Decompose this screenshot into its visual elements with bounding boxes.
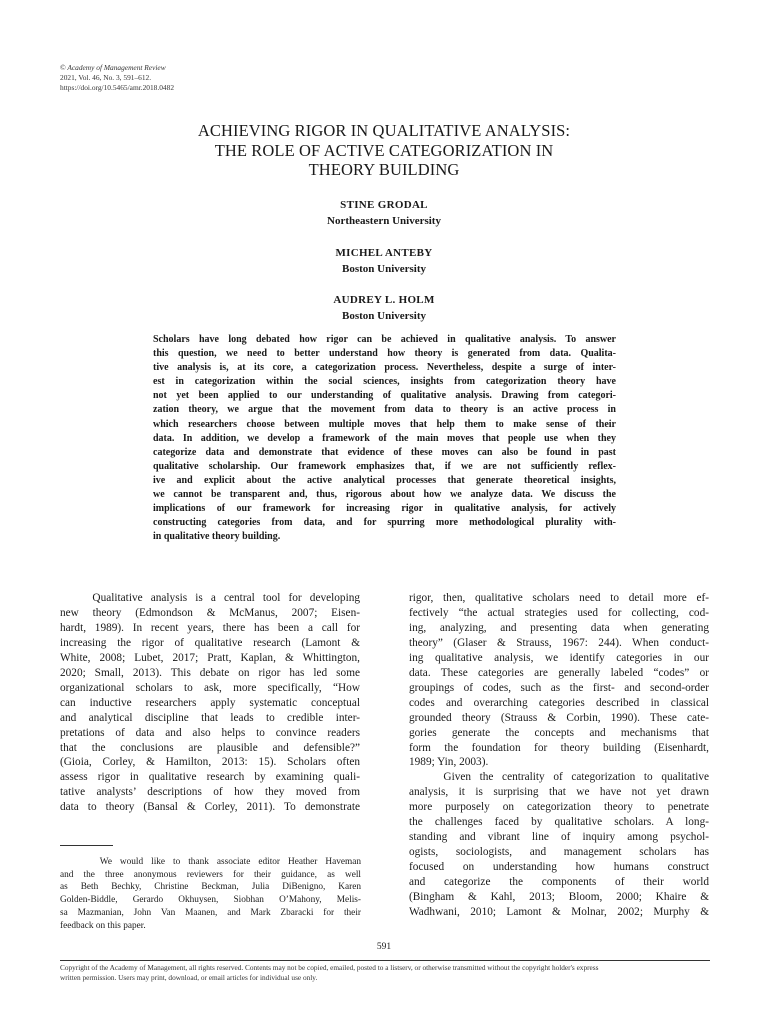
- abstract-line: implications of our framework for increasing rigor in qualitative analysis, for actively: [153, 503, 616, 515]
- body-line: ogists, sociologists, and management scholars has: [409, 846, 709, 859]
- abstract-line: zation theory, we argue that the movement from data to theory is an active process in: [153, 404, 616, 416]
- footnote-line: sa Mazmanian, John Van Maanen, and Mark Zbaracki for their: [60, 907, 361, 918]
- abstract-line: qualitative scholarship. Our framework emphasizes that, if we are not sufficiently reflex-: [153, 460, 616, 472]
- copyright-line: written permission. Users may print, download, or email articles for individual use only.: [60, 973, 318, 982]
- abstract-line: we cannot be transparent and, thus, rigorous about how we analyze data. We discuss the: [153, 489, 616, 501]
- body-line: Qualitative analysis is a central tool for developing: [60, 592, 360, 604]
- abstract-line: not yet been applied to our understanding of qualitative analysis. Drawing from categori-: [153, 390, 616, 402]
- body-line: White, 2008; Lubet, 2017; Pratt, Kaplan, & Whittington,: [60, 651, 360, 664]
- footnote-line: Golden-Biddle, Gerardo Okhuysen, Siobhan O’Mahony, Melis-: [60, 895, 361, 906]
- body-line: that the conclusions are plausible and defensible?”: [60, 741, 360, 754]
- body-line: can inductive researchers apply systematic conceptual: [60, 696, 360, 709]
- abstract-line: data. In addition, we develop a framework of the main moves that people use when they: [153, 432, 616, 444]
- journal-header: [60, 63, 360, 93]
- author-affiliation: Northeastern University: [327, 215, 441, 227]
- copyright-line: Copyright of the Academy of Management, all rights reserved. Contents may not be copied, emailed, posted to a listserv, or otherwise transmitted without the copyright holder's express: [60, 963, 599, 972]
- author-name: STINE GRODAL: [340, 199, 428, 211]
- body-line: more purposely on categorization theory to penetrate: [409, 801, 709, 814]
- body-line: analysis, it is surprising that we have not yet drawn: [409, 786, 709, 799]
- body-line: (Bingham & Kahl, 2013; Bloom, 2000; Khaire &: [409, 891, 709, 904]
- footnote-line: We would like to thank associate editor Heather Haveman: [60, 857, 361, 867]
- abstract-line: this question, we need to better understand how theory is generated from data. Qualita-: [153, 348, 616, 360]
- body-line: and categorize the components of their world: [409, 876, 709, 889]
- body-line: 1989; Yin, 2003).: [409, 756, 489, 769]
- body-line: gories generate the concepts and mechanisms that: [409, 726, 709, 739]
- author-affiliation: Boston University: [341, 310, 427, 322]
- page-number: 591: [376, 942, 392, 952]
- body-line: (Gioia, Corley, & Hamilton, 2013: 15). Scholars often: [60, 756, 360, 769]
- abstract-line: tive analysis is, at its core, a categorization process. Nevertheless, despite a surge of inter-: [153, 362, 616, 374]
- body-line: Given the centrality of categorization to qualitative: [409, 771, 709, 784]
- body-line: increasing the rigor of qualitative research (Lamont &: [60, 636, 360, 649]
- footnote: [60, 856, 361, 932]
- author-name: MICHEL ANTEBY: [335, 247, 433, 259]
- author-block: [234, 292, 534, 324]
- title-line: THEORY BUILDING: [308, 160, 460, 179]
- title-line: THE ROLE OF ACTIVE CATEGORIZATION IN: [214, 140, 554, 160]
- body-line: and analytical discipline that leads to credible inter-: [60, 711, 360, 724]
- body-line: grounded theory (Strauss & Corbin, 1990). These cate-: [409, 711, 709, 724]
- footnote-line: and the three anonymous reviewers for their guidance, as well: [60, 869, 361, 880]
- abstract: [153, 333, 616, 544]
- body-line: pretations of data and also helps to convince readers: [60, 726, 360, 739]
- footnote-line: as Beth Bechky, Christine Beckman, Julia DiBenigno, Karen: [60, 882, 361, 893]
- body-line: standing and vibrant line of inquiry among psychol-: [409, 831, 709, 844]
- body-line: fectively “the actual strategies used for collecting, cod-: [409, 606, 709, 619]
- abstract-line: categorize data and demonstrate that evidence of these moves can also be found in past: [153, 446, 616, 458]
- abstract-line: which researchers choose between multiple moves that help them to make sense of their: [153, 418, 616, 430]
- body-line: codes and overarching categories described in classical: [409, 696, 709, 709]
- body-line: focused on understanding how humans construct: [409, 861, 709, 874]
- body-line: new theory (Edmondson & McManus, 2007; Eisen-: [60, 606, 360, 619]
- body-line: assess rigor in qualitative research by examining quali-: [60, 771, 360, 784]
- body-column-right: [409, 591, 709, 920]
- footnote-line: feedback on this paper.: [60, 920, 146, 931]
- body-line: 2020; Small, 2013). This debate on rigor has led some: [60, 666, 360, 679]
- body-line: Wadhwani, 2010; Lamont & Molnar, 2002; Murphy &: [409, 906, 709, 919]
- article-title: [90, 121, 678, 180]
- body-line: tative analysts’ descriptions of how they moved from: [60, 786, 360, 799]
- body-line: organizational scholars to ask, more specifically, “How: [60, 681, 360, 694]
- abstract-line: ive and explicit about the active analytical processes that generate theoretical insights,: [153, 474, 616, 486]
- body-line: ing, analyzing, and presenting data when generating: [409, 621, 709, 634]
- author-name: AUDREY L. HOLM: [333, 294, 435, 306]
- abstract-line: Scholars have long debated how rigor can be achieved in qualitative analysis. To answer: [153, 334, 616, 345]
- body-line: the challenges faced by qualitative scholars. A long-: [409, 816, 709, 829]
- abstract-line: est in categorization within the social sciences, insights from categorization theory have: [153, 376, 616, 388]
- footnote-divider: [60, 845, 113, 846]
- abstract-line: constructing categories from data, and for spurring more methodological plurality with-: [153, 517, 616, 529]
- doi-link[interactable]: https://doi.org/10.5465/amr.2018.0482: [60, 83, 175, 92]
- author-affiliation: Boston University: [341, 263, 427, 275]
- body-line: groupings of codes, such as the first- and second-order: [409, 681, 709, 694]
- body-line: form the foundation for theory building (Eisenhardt,: [409, 741, 709, 754]
- body-line: ing qualitative analysis, we identify categories in our: [409, 651, 709, 664]
- abstract-line: in qualitative theory building.: [153, 531, 281, 543]
- body-column-left: [60, 591, 360, 815]
- body-line: data. These categories are generally labeled “codes” or: [409, 666, 709, 679]
- body-line: rigor, then, qualitative scholars need to detail more ef-: [409, 592, 709, 604]
- body-line: hardt, 1989). In recent years, there has been a call for: [60, 621, 360, 634]
- copyright-notice: [60, 963, 710, 983]
- body-line: data to theory (Bansal & Corley, 2011). To demonstrate: [60, 801, 360, 814]
- body-line: theory” (Glaser & Strauss, 1967: 244). When conduct-: [409, 636, 709, 649]
- author-block: [234, 197, 534, 229]
- volume-info: 2021, Vol. 46, No. 3, 591–612.: [60, 73, 152, 82]
- author-block: [234, 245, 534, 277]
- title-line: ACHIEVING RIGOR IN QUALITATIVE ANALYSIS:: [197, 121, 571, 140]
- copyright-divider: [60, 960, 710, 961]
- journal-name: © Academy of Management Review: [60, 63, 166, 72]
